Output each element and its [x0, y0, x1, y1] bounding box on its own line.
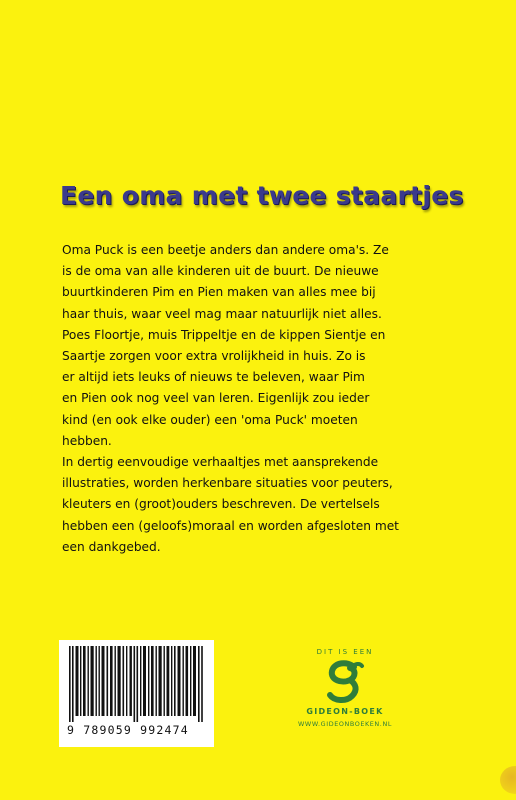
isbn-number: 9 789059 992474 [67, 723, 189, 737]
blurb-line: haar thuis, waar veel mag maar natuurlijk niet alles. [62, 306, 382, 321]
barcode-bars [69, 646, 205, 722]
publisher-tagline: DIT IS EEN [316, 648, 374, 656]
blurb-line: er altijd iets leuks of nieuws te beleven, waar Pim [62, 370, 365, 385]
blurb-line: buurtkinderen Pim en Pien maken van alles mee bij [62, 285, 376, 300]
publisher-name: GIDEON-BOEK [306, 707, 384, 716]
publisher-url: WWW.GIDEONBOEKEN.NL [298, 720, 392, 728]
blurb-line: is de oma van alle kinderen uit de buurt. De nieuwe [62, 264, 379, 279]
book-title: Een oma met twee staartjes [60, 181, 464, 210]
blurb-line: hebben. [62, 433, 112, 448]
blurb-line: In dertig eenvoudige verhaaltjes met aansprekende [62, 455, 379, 469]
blurb-paragraph-2 [62, 452, 467, 558]
blurb-line: Poes Floortje, muis Trippeltje en de kippen Sientje en [62, 327, 386, 342]
corner-smudge [500, 766, 516, 794]
blurb-line: Saartje zorgen voor extra vrolijkheid in huis. Zo is [62, 349, 366, 364]
blurb-line: kind (en ook elke ouder) een 'oma Puck' moeten [62, 412, 358, 427]
blurb-line: hebben een (geloofs)moraal en worden afgesloten met [62, 518, 399, 533]
blurb-line: kleuters en (groot)ouders beschreven. De vertelsels [62, 497, 380, 512]
blurb-line: illustraties, worden herkenbare situaties voor peuters, [62, 476, 393, 491]
blurb-line: Oma Puck is een beetje anders dan andere oma's. Ze [62, 243, 389, 257]
blurb-line: een dankgebed. [62, 539, 161, 554]
g-logo-icon [320, 659, 370, 705]
publisher-logo-block [290, 648, 400, 748]
blurb-line: en Pien ook nog veel van leren. Eigenlijk zou ieder [62, 391, 370, 406]
blurb-paragraph-1 [62, 240, 467, 452]
isbn-barcode [59, 640, 214, 747]
